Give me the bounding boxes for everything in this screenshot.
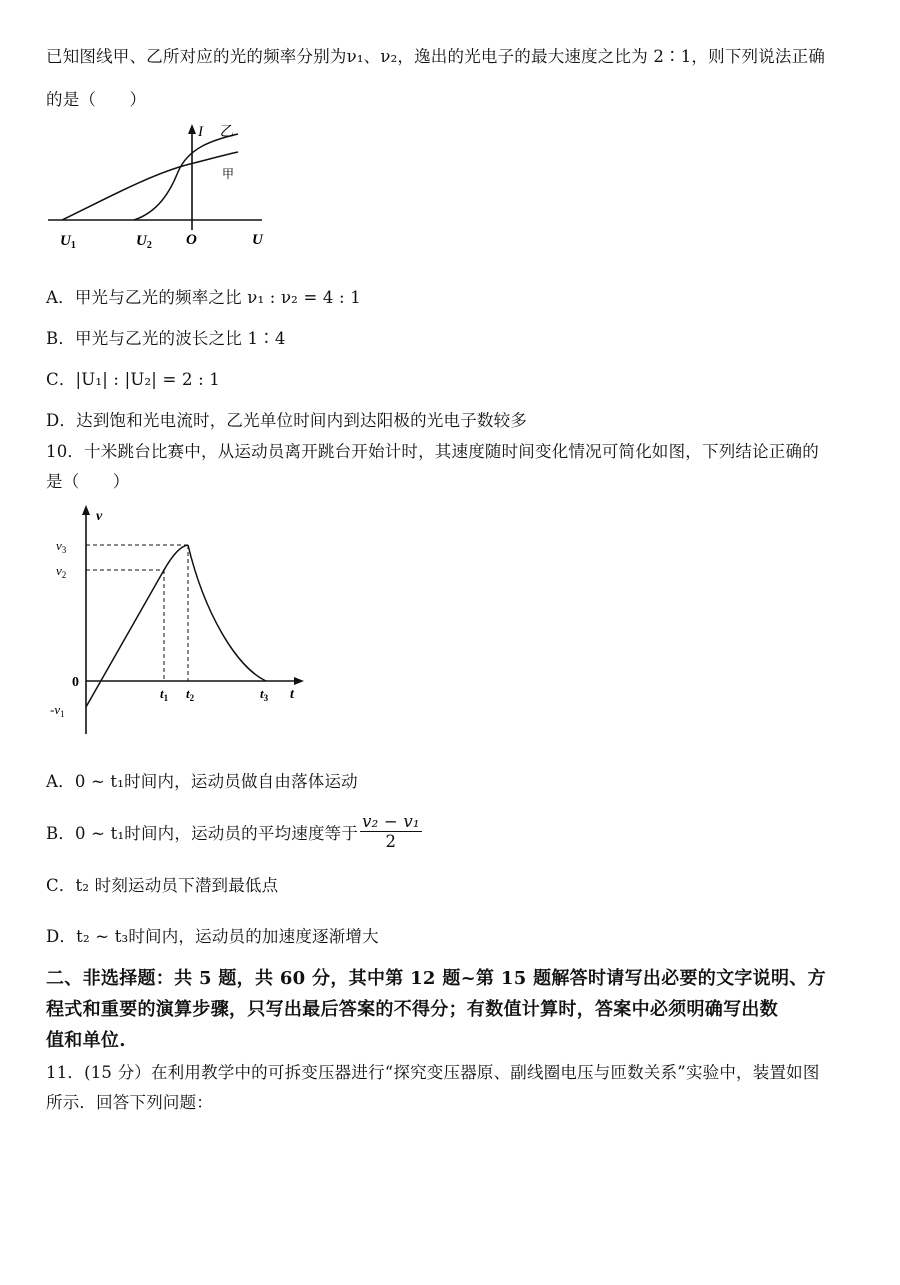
q10-stem-line1: 10．十米跳台比赛中，从运动员离开跳台开始计时，其速度随时间变化情况可简化如图，下列结论正确的 [46,442,819,461]
v-axis-arrow [82,505,90,515]
v-axis-label: v [96,509,103,524]
origin-label: 0 [72,675,79,690]
neg-v1-label: $-v_1$ [50,702,65,719]
decay-curve [188,545,266,681]
u1-label: $U_1$ [60,233,76,251]
v3-label: $v_3$ [56,538,67,555]
curve-yi-label: 乙 [220,125,234,140]
t3-label: $t_3$ [260,686,269,703]
fraction-denominator: 2 [385,832,397,851]
i-axis-label: I [198,124,203,140]
t-axis-label: t [290,687,294,702]
u2-label: $U_2$ [136,233,152,251]
section2-line3: 值和单位. [46,1030,126,1051]
i-axis-arrow [188,124,196,134]
t1-label: $t_1$ [160,686,169,703]
linear-segment [86,570,164,707]
v2-label: $v_2$ [56,563,67,580]
q11-line2: 所示．回答下列问题： [46,1093,213,1112]
q10-vt-graph [46,502,316,742]
curve-jia [62,152,238,220]
q9-option-d: D．达到饱和光电流时，乙光单位时间内到达阳极的光电子数较多 [46,411,528,430]
t2-label: $t_2$ [186,686,195,703]
u-axis-label: U [252,232,263,248]
q10-option-c: C．t₂ 时刻运动员下潜到最低点 [46,876,279,895]
q9-iu-graph [40,122,280,257]
q10-option-b-text: B．0 ~ t₁时间内，运动员的平均速度等于 [46,823,359,843]
curve-jia-label: 甲 [222,167,235,181]
q10-option-a: A．0 ~ t₁时间内，运动员做自由落体运动 [46,772,358,791]
q11-line1: 11．(15 分）在利用教学中的可拆变压器进行“探究变压器原、副线圈电压与匝数关系”实验中，装置如图 [46,1063,820,1082]
q10-stem-line2: 是（ ） [46,472,130,491]
origin-label: O [186,232,197,248]
average-velocity-fraction [360,812,422,851]
section2-line1: 二、非选择题：共 5 题，共 60 分，其中第 12 题~第 15 题解答时请写出必要的文字说明、方 [46,968,826,989]
q9-option-c: C．|U₁| : |U₂| = 2 : 1 [46,370,221,389]
q9-stem-line1: 已知图线甲、乙所对应的光的频率分别为ν₁、ν₂，逸出的光电子的最大速度之比为 2∶1，则下列说法正确 [46,47,826,66]
q10-option-d: D．t₂ ~ t₃时间内，运动员的加速度逐渐增大 [46,927,379,946]
q10-option-b [46,812,422,851]
q9-stem-line2: 的是（ ） [46,90,147,109]
t-axis-arrow [294,677,304,685]
q9-option-a: A．甲光与乙光的频率之比 ν₁ : ν₂ = 4 : 1 [46,288,361,307]
rising-curve [164,545,188,570]
section2-line2: 程式和重要的演算步骤，只写出最后答案的不得分；有数值计算时，答案中必须明确写出数 [46,999,778,1020]
q9-option-b: B．甲光与乙光的波长之比 1∶4 [46,329,286,348]
fraction-numerator: v₂ − v₁ [362,812,420,831]
